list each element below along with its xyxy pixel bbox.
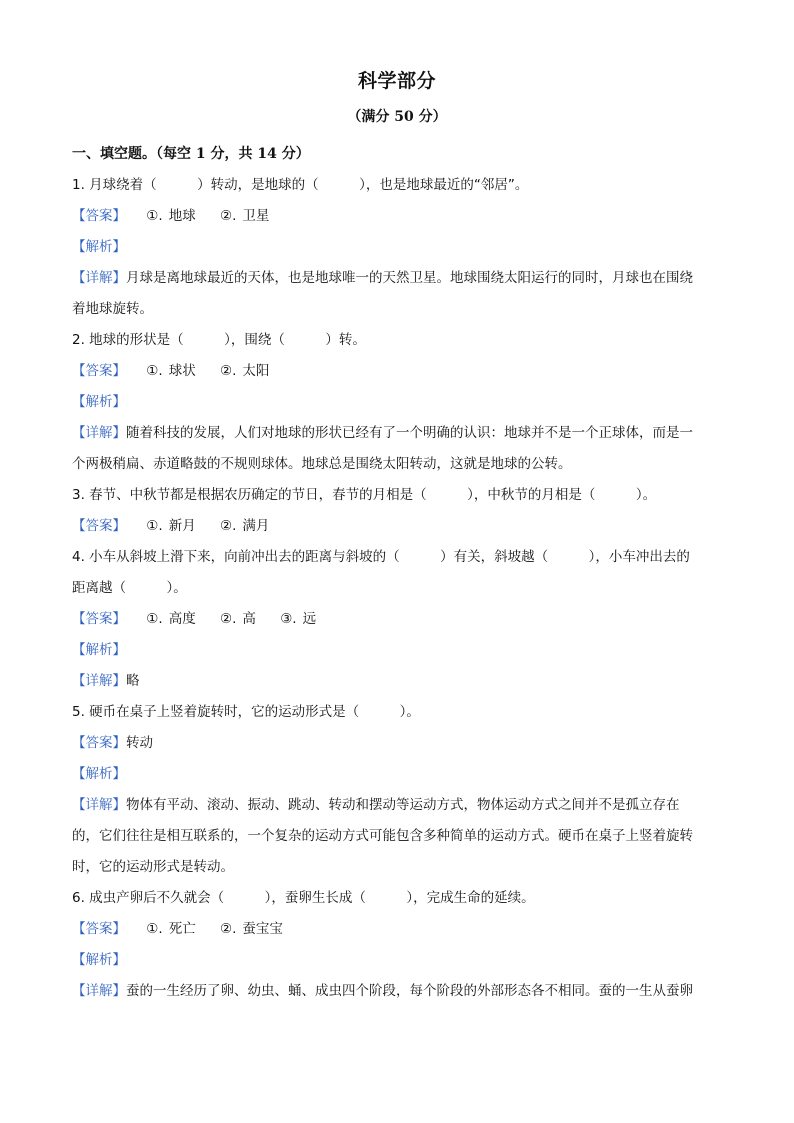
answer-option	[220, 914, 283, 945]
option-text: 球状	[168, 363, 196, 379]
answer-row-6	[72, 914, 724, 945]
option-number: ②.	[220, 208, 237, 224]
answer-label: 【答案】	[72, 611, 126, 627]
answer-option	[220, 511, 269, 542]
option-number: ③.	[280, 611, 297, 627]
detail-row-5	[72, 790, 724, 821]
answer-option	[146, 604, 195, 635]
detail-text: 蚕的一生经历了卵、幼虫、蛹、成虫四个阶段，每个阶段的外部形态各不相同。蚕的一生从蚕卵	[126, 983, 693, 999]
detail-continuation: 时，它的运动形式是转动。	[72, 859, 234, 875]
analysis-row-4	[72, 635, 724, 666]
question-1: 1. 月球绕着（ ）转动，是地球的（ ），也是地球最近的“邻居”。	[72, 177, 529, 193]
question-4-continuation: 距离越（ ）。	[72, 580, 187, 596]
detail-row-1	[72, 263, 724, 294]
detail-text: 略	[126, 673, 140, 689]
option-text: 满月	[242, 518, 270, 534]
question-3: 3. 春节、中秋节都是根据农历确定的节日，春节的月相是（ ），中秋节的月相是（ ）。	[72, 487, 657, 503]
question-5: 5. 硬币在桌子上竖着旋转时，它的运动形式是（ ）。	[72, 704, 420, 720]
answer-row-5	[72, 728, 724, 759]
page-title: 科学部分	[357, 70, 436, 92]
answer-option	[146, 914, 195, 945]
answer-option	[220, 201, 269, 232]
answer-text: 转动	[126, 735, 153, 751]
detail-continuation: 的，它们往往是相互联系的，一个复杂的运动方式可能包含多种简单的运动方式。硬币在桌子上竖着旋转	[72, 828, 693, 844]
page-subtitle: （满分 50 分）	[347, 109, 447, 125]
analysis-label: 【解析】	[72, 766, 126, 782]
detail-label: 【详解】	[72, 270, 126, 286]
detail-continuation: 个两极稍扁、赤道略鼓的不规则球体。地球总是围绕太阳转动，这就是地球的公转。	[72, 456, 572, 472]
detail-row-2	[72, 418, 724, 449]
option-number: ②.	[220, 363, 237, 379]
question-4: 4. 小车从斜坡上滑下来，向前冲出去的距离与斜坡的（ ）有关，斜坡越（ ），小车冲出去的	[72, 549, 690, 565]
option-number: ②.	[220, 921, 237, 937]
option-number: ①.	[146, 518, 163, 534]
analysis-label: 【解析】	[72, 239, 126, 255]
option-text: 地球	[168, 208, 196, 224]
option-number: ①.	[146, 921, 163, 937]
analysis-label: 【解析】	[72, 394, 126, 410]
question-6: 6. 成虫产卵后不久就会（ ），蚕卵生长成（ ），完成生命的延续。	[72, 890, 535, 906]
detail-label: 【详解】	[72, 797, 126, 813]
answer-row-4	[72, 604, 724, 635]
answer-row-3	[72, 511, 724, 542]
option-number: ①.	[146, 611, 163, 627]
analysis-row-1	[72, 232, 724, 263]
section-heading: 一、填空题。（每空 1 分，共 14 分）	[72, 146, 310, 162]
answer-row-1	[72, 201, 724, 232]
answer-option	[146, 356, 195, 387]
option-text: 新月	[168, 518, 196, 534]
analysis-label: 【解析】	[72, 952, 126, 968]
option-text: 蚕宝宝	[242, 921, 283, 937]
answer-label: 【答案】	[72, 518, 126, 534]
option-text: 太阳	[242, 363, 270, 379]
analysis-label: 【解析】	[72, 642, 126, 658]
answer-option	[220, 356, 269, 387]
analysis-row-2	[72, 387, 724, 418]
question-2: 2. 地球的形状是（ ），围绕（ ）转。	[72, 332, 366, 348]
answer-label: 【答案】	[72, 735, 126, 751]
detail-row-6	[72, 976, 724, 1007]
option-number: ②.	[220, 611, 237, 627]
detail-label: 【详解】	[72, 983, 126, 999]
detail-text: 物体有平动、滚动、振动、跳动、转动和摆动等运动方式，物体运动方式之间并不是孤立存在	[126, 797, 680, 813]
option-number: ①.	[146, 208, 163, 224]
answer-option	[146, 511, 195, 542]
answer-label: 【答案】	[72, 921, 126, 937]
option-text: 远	[302, 611, 317, 627]
option-text: 卫星	[242, 208, 270, 224]
answer-row-2	[72, 356, 724, 387]
option-number: ②.	[220, 518, 237, 534]
answer-option	[146, 201, 195, 232]
answer-option	[220, 604, 256, 635]
detail-row-4	[72, 666, 724, 697]
detail-text: 随着科技的发展，人们对地球的形状已经有了一个明确的认识：地球并不是一个正球体，而是一	[126, 425, 693, 441]
answer-option	[280, 604, 316, 635]
analysis-row-6	[72, 945, 724, 976]
option-number: ①.	[146, 363, 163, 379]
option-text: 死亡	[168, 921, 196, 937]
document-body	[72, 139, 724, 1007]
option-text: 高度	[168, 611, 196, 627]
detail-label: 【详解】	[72, 673, 126, 689]
analysis-row-5	[72, 759, 724, 790]
detail-label: 【详解】	[72, 425, 126, 441]
answer-label: 【答案】	[72, 363, 126, 379]
option-text: 高	[242, 611, 256, 627]
detail-continuation: 着地球旋转。	[72, 301, 153, 317]
detail-text: 月球是离地球最近的天体，也是地球唯一的天然卫星。地球围绕太阳运行的同时，月球也在围绕	[126, 270, 693, 286]
answer-label: 【答案】	[72, 208, 126, 224]
